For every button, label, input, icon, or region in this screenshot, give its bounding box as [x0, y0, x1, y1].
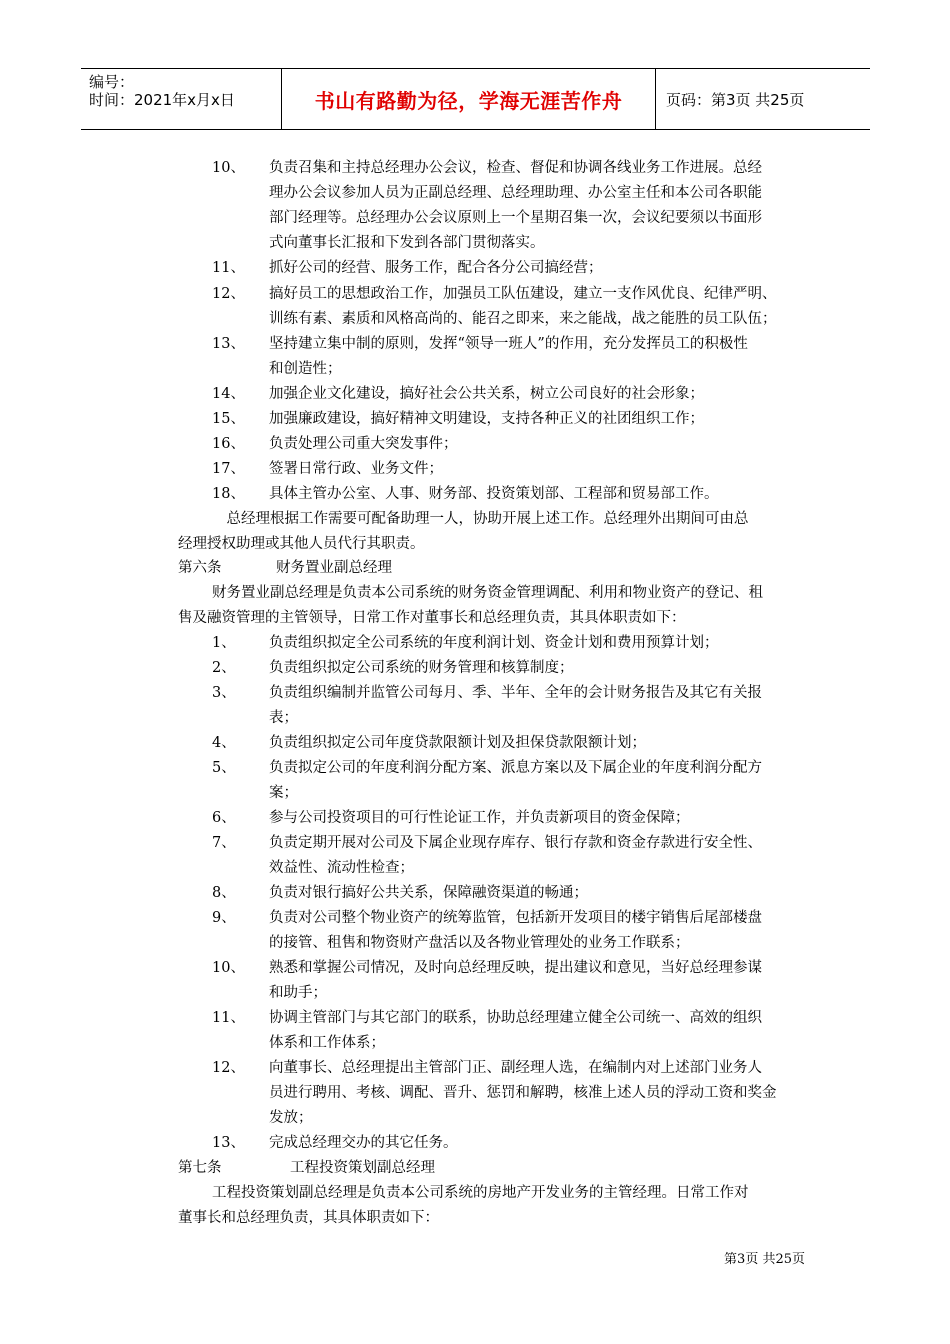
header-meta-cell: [81, 69, 282, 129]
text-line: 搞好员工的思想政治工作，加强员工队伍建设，建立一支作风优良、纪律严明、: [269, 286, 777, 302]
list-item-number: 16、: [212, 436, 245, 452]
list-item-number: 13、: [212, 336, 245, 352]
text-line: 具体主管办公室、人事、财务部、投资策划部、工程部和贸易部工作。: [269, 486, 719, 502]
text-line: 的接管、租售和物资财产盘活以及各物业管理处的业务工作联系；: [269, 935, 690, 951]
text-line: 售及融资管理的主管领导，日常工作对董事长和总经理负责，其具体职责如下：: [178, 610, 686, 626]
list-item-number: 5、: [212, 760, 236, 776]
text-line: 案；: [269, 785, 298, 801]
text-line: 协调主管部门与其它部门的联系，协助总经理建立健全公司统一、高效的组织: [269, 1010, 762, 1026]
text-line: 发放；: [269, 1110, 313, 1126]
list-item-number: 15、: [212, 411, 245, 427]
list-item-number: 18、: [212, 486, 245, 502]
text-line: 加强企业文化建设，搞好社会公共关系，树立公司良好的社会形象；: [269, 386, 704, 402]
text-line: 坚持建立集中制的原则，发挥“领导一班人”的作用，充分发挥员工的积极性: [269, 336, 748, 352]
text-line: 加强廉政建设，搞好精神文明建设，支持各种正义的社团组织工作；: [269, 411, 704, 427]
text-line: 负责召集和主持总经理办公会议，检查、督促和协调各线业务工作进展。总经: [269, 160, 762, 176]
text-line: 理办公会议参加人员为正副总经理、总经理助理、办公室主任和本公司各职能: [269, 185, 762, 201]
text-line: 负责定期开展对公司及下属企业现存库存、银行存款和资金存款进行安全性、: [269, 835, 762, 851]
text-line: 参与公司投资项目的可行性论证工作，并负责新项目的资金保障；: [269, 810, 690, 826]
list-item-number: 3、: [212, 685, 236, 701]
text-line: 部门经理等。总经理办公会议原则上一个星期召集一次，会议纪要须以书面形: [269, 210, 762, 226]
text-line: 体系和工作体系；: [269, 1035, 385, 1051]
text-line: 负责拟定公司的年度利润分配方案、派息方案以及下属企业的年度利润分配方: [269, 760, 762, 776]
list-item-number: 9、: [212, 910, 236, 926]
text-line: 和助手；: [269, 985, 327, 1001]
header-motto-cell: [282, 69, 656, 129]
text-line: 工程投资策划副总经理是负责本公司系统的房地产开发业务的主管经理。日常工作对: [212, 1185, 749, 1201]
article-title: 工程投资策划副总经理: [290, 1160, 435, 1176]
text-line: 训练有素、素质和风格高尚的、能召之即来，来之能战，战之能胜的员工队伍；: [269, 311, 777, 327]
list-item-number: 1、: [212, 635, 236, 651]
text-line: 负责处理公司重大突发事件；: [269, 436, 458, 452]
time-label: 时间：2021年x月x日: [89, 91, 235, 109]
text-line: 向董事长、总经理提出主管部门正、副经理人选，在编制内对上述部门业务人: [269, 1060, 762, 1076]
text-line: 董事长和总经理负责，其具体职责如下：: [178, 1210, 439, 1226]
text-line: 负责组织拟定公司年度贷款限额计划及担保贷款限额计划；: [269, 735, 646, 751]
text-line: 员进行聘用、考核、调配、晋升、惩罚和解聘，核准上述人员的浮动工资和奖金: [269, 1085, 777, 1101]
list-item-number: 2、: [212, 660, 236, 676]
list-item-number: 12、: [212, 286, 245, 302]
text-line: 熟悉和掌握公司情况，及时向总经理反映，提出建议和意见，当好总经理参谋: [269, 960, 762, 976]
list-item-number: 14、: [212, 386, 245, 402]
article-number: 第七条: [178, 1160, 222, 1176]
text-line: 表；: [269, 710, 298, 726]
text-line: 财务置业副总经理是负责本公司系统的财务资金管理调配、利用和物业资产的登记、租: [212, 585, 763, 601]
header-page-cell: [656, 69, 870, 129]
page-header: [81, 68, 870, 130]
list-item-number: 12、: [212, 1060, 245, 1076]
list-item-number: 17、: [212, 461, 245, 477]
list-item-number: 11、: [212, 1010, 245, 1026]
list-item-number: 8、: [212, 885, 236, 901]
page-label: 页码：第3页 共25页: [666, 90, 805, 109]
text-line: 负责组织编制并监管公司每月、季、半年、全年的会计财务报告及其它有关报: [269, 685, 762, 701]
text-line: 负责组织拟定公司系统的财务管理和核算制度；: [269, 660, 574, 676]
list-item-number: 11、: [212, 260, 245, 276]
text-line: 负责对银行搞好公共关系，保障融资渠道的畅通；: [269, 885, 588, 901]
text-line: 经理授权助理或其他人员代行其职责。: [178, 536, 425, 552]
text-line: 负责组织拟定全公司系统的年度利润计划、资金计划和费用预算计划；: [269, 635, 719, 651]
list-item-number: 10、: [212, 960, 245, 976]
serial-label: 编号：: [89, 73, 135, 91]
text-line: 和创造性；: [269, 361, 342, 377]
list-item-number: 4、: [212, 735, 236, 751]
text-line: 签署日常行政、业务文件；: [269, 461, 443, 477]
text-line: 完成总经理交办的其它任务。: [269, 1135, 458, 1151]
text-line: 抓好公司的经营、服务工作，配合各分公司搞经营；: [269, 260, 603, 276]
list-item-number: 13、: [212, 1135, 245, 1151]
text-line: 总经理根据工作需要可配备助理一人，协助开展上述工作。总经理外出期间可由总: [212, 511, 749, 527]
list-item-number: 7、: [212, 835, 236, 851]
list-item-number: 6、: [212, 810, 236, 826]
text-line: 式向董事长汇报和下发到各部门贯彻落实。: [269, 235, 545, 251]
text-line: 负责对公司整个物业资产的统筹监管，包括新开发项目的楼宇销售后尾部楼盘: [269, 910, 762, 926]
list-item-number: 10、: [212, 160, 245, 176]
page-footer: 第3页 共25页: [724, 1252, 805, 1267]
motto-text: 书山有路勤为径，学海无涯苦作舟: [314, 88, 623, 113]
article-number: 第六条: [178, 560, 222, 576]
text-line: 效益性、流动性检查；: [269, 860, 414, 876]
article-title: 财务置业副总经理: [276, 560, 392, 576]
